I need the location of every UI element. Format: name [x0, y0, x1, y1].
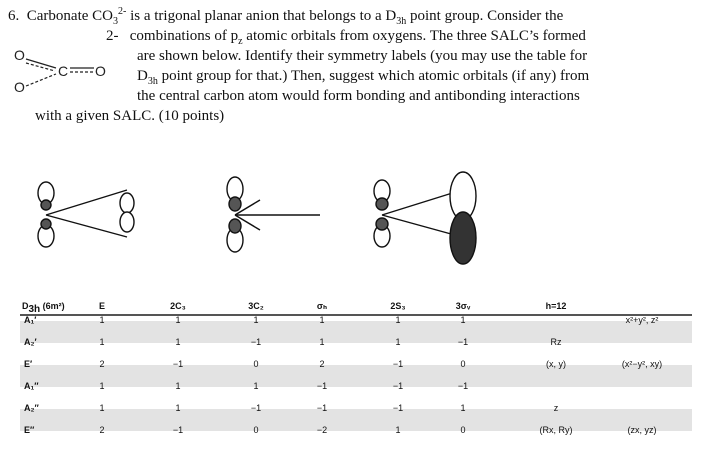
op-header: 2C₃	[170, 301, 186, 311]
character-value: 1	[99, 337, 105, 347]
oxygen-right-label: O	[95, 63, 106, 79]
irrep-label: E′	[24, 359, 33, 369]
character-value: −1	[392, 381, 404, 391]
character-value: 2	[99, 425, 105, 435]
quadratic-function: x²+y², z²	[625, 315, 659, 325]
question-line-1: 6. Carbonate $CO_3^{2-}$ is a trigonal planar anion that belongs to a $D_{3h}$ point group. Consider the	[8, 6, 564, 27]
linear-function: Rz	[550, 337, 562, 347]
character-value: 1	[319, 315, 325, 325]
character-value: −1	[457, 381, 469, 391]
point-group-label: $D_{3h}$ (6m²)	[22, 301, 65, 315]
character-value: 1	[99, 403, 105, 413]
character-value: 1	[175, 403, 181, 413]
character-value: −1	[392, 403, 404, 413]
character-value: 0	[253, 359, 259, 369]
character-value: −1	[457, 337, 469, 347]
character-value: −1	[172, 359, 184, 369]
irrep-label: A₁″	[24, 381, 39, 391]
quadratic-function: (x²−y², xy)	[621, 359, 663, 369]
irrep-label: E″	[24, 425, 35, 435]
character-value: 1	[460, 315, 466, 325]
character-table	[20, 298, 692, 440]
question-line-5: the central carbon atom would form bonding and antibonding interactions	[137, 88, 580, 104]
table-header-rule	[20, 314, 692, 316]
table-stripe	[20, 365, 692, 387]
character-value: 1	[395, 337, 401, 347]
irrep-label: A₁′	[24, 315, 37, 325]
salc-3	[374, 172, 476, 264]
question-number: 6.	[8, 8, 20, 24]
character-value: 1	[319, 337, 325, 347]
character-value: 1	[253, 381, 259, 391]
op-header: σₕ	[316, 301, 328, 311]
table-stripe	[20, 409, 692, 431]
question-line-2: 2- combinations of $p_z$ atomic orbitals from oxygens. The three SALC’s formed	[106, 28, 586, 47]
op-header: 3C₂	[248, 301, 264, 311]
question-line-3: are shown below. Identify their symmetry labels (you may use the table for	[137, 48, 588, 64]
character-value: −1	[316, 403, 328, 413]
oxygen-top-label: O	[14, 47, 25, 63]
character-value: −1	[250, 337, 262, 347]
character-value: 1	[460, 403, 466, 413]
op-header: 3σᵥ	[455, 301, 471, 311]
irrep-label: A₂′	[24, 337, 37, 347]
character-value: 0	[460, 359, 466, 369]
character-value: 1	[395, 425, 401, 435]
group-order: h=12	[545, 301, 567, 311]
question-line-6: with a given SALC. (10 points)	[35, 108, 225, 124]
salc-2	[227, 177, 320, 252]
quadratic-function: (zx, yz)	[627, 425, 657, 435]
character-value: 1	[99, 381, 105, 391]
character-value: −2	[316, 425, 328, 435]
linear-function: (x, y)	[546, 359, 566, 369]
irrep-label: A₂″	[24, 403, 39, 413]
character-value: 1	[253, 315, 259, 325]
character-value: 2	[319, 359, 325, 369]
character-value: 1	[395, 315, 401, 325]
carbonate-charge: 2-	[106, 28, 119, 44]
character-value: 2	[99, 359, 105, 369]
character-value: 0	[253, 425, 259, 435]
salc-3-orbital-right	[450, 172, 476, 264]
character-value: 1	[99, 315, 105, 325]
linear-function: (Rx, Ry)	[539, 425, 573, 435]
character-value: −1	[392, 359, 404, 369]
linear-function: z	[553, 403, 559, 413]
character-value: 1	[175, 315, 181, 325]
carbon-label: C	[58, 63, 69, 79]
character-value: −1	[172, 425, 184, 435]
oxygen-bottom-label: O	[14, 79, 25, 95]
salc-1-orbital-right-top	[120, 193, 134, 232]
character-value: −1	[316, 381, 328, 391]
table-stripe	[20, 321, 692, 343]
salc-1	[38, 182, 134, 247]
character-value: 1	[175, 381, 181, 391]
op-header: 2S₃	[390, 301, 406, 311]
character-value: 1	[175, 337, 181, 347]
question-line-4: $D_{3h}$ point group for that.) Then, suggest which atomic orbitals (if any) from	[137, 68, 590, 87]
character-value: 0	[460, 425, 466, 435]
op-header: E	[98, 301, 106, 311]
character-value: −1	[250, 403, 262, 413]
